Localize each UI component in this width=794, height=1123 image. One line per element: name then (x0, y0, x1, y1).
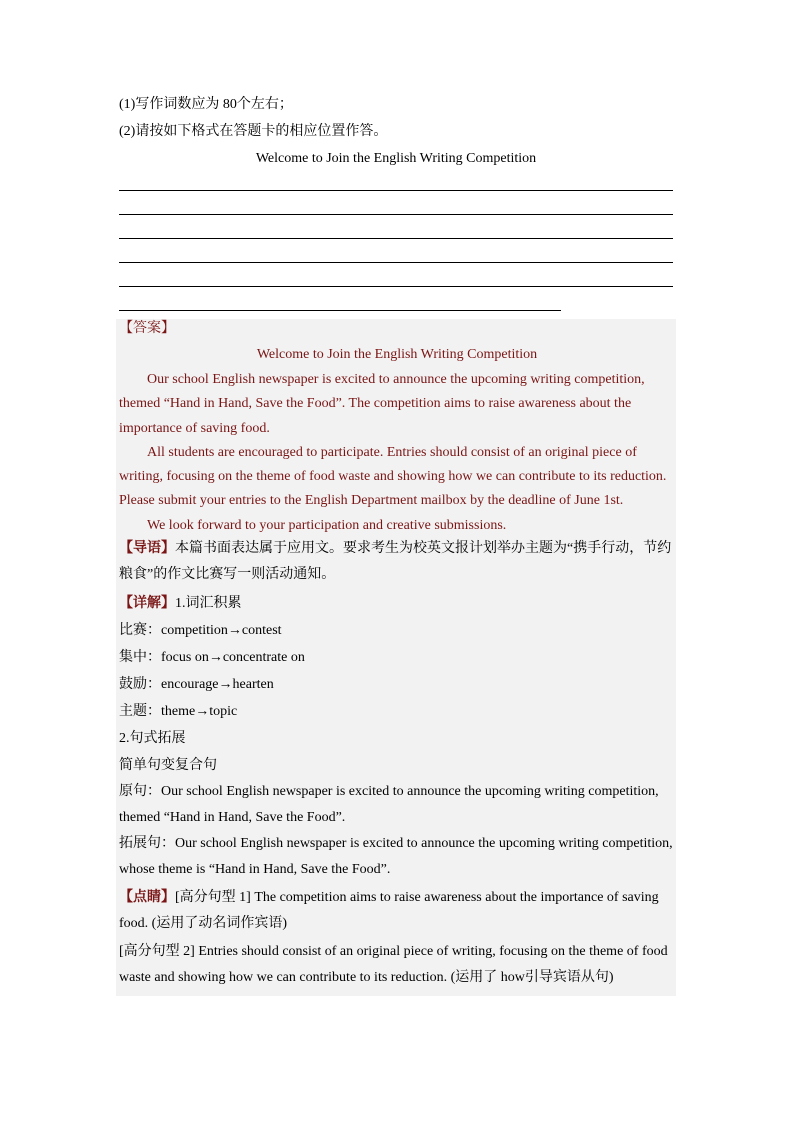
vocab-item (119, 617, 675, 644)
expanded-sentence (119, 831, 675, 883)
vocab-item (119, 671, 675, 698)
answer-line-5 (119, 286, 673, 287)
vocab-cn: 集中： (119, 650, 161, 665)
answer-paragraph: Our school English newspaper is excited to announce the upcoming writing competition, themed “Hand in Hand, Save the Food”. The competition aims to raise awareness about the importance of saving food. (119, 372, 645, 436)
detail-section (119, 590, 675, 883)
vocab-en: theme→topic (161, 704, 238, 719)
answer-paragraph: All students are encouraged to participate. Entries should consist of an original piece of writing, focusing on the theme of food waste and showing how we can contribute to its reduction. Please submit your entries to the English Department mailbox by the deadline of June 1st. (119, 444, 667, 509)
requirement-format: (2)请按如下格式在答题卡的相应位置作答。 (119, 124, 388, 139)
guide-text: 本篇书面表达属于应用文。要求考生为校英文报计划举办主题为“携手行动，节约粮食”的作文比赛写一则活动通知。 (119, 541, 672, 582)
original-label: 原句： (119, 784, 161, 799)
detail-section2: 2.句式拓展 (119, 731, 186, 746)
vocab-en: competition→contest (161, 623, 282, 638)
expanded-text: Our school English newspaper is excited to announce the upcoming writing competition, whose theme is “Hand in Hand, Save the Food”. (119, 836, 673, 877)
detail-subhead: 简单句变复合句 (119, 758, 217, 773)
guide-paragraph (119, 536, 675, 588)
vocab-cn: 主题： (119, 704, 161, 719)
vocab-en: focus on→concentrate on (161, 650, 305, 665)
answer-line-2 (119, 214, 673, 215)
guide-section (119, 536, 675, 588)
original-sentence (119, 779, 675, 831)
highlight-item-2 (119, 939, 675, 991)
writing-heading: Welcome to Join the English Writing Competition (255, 151, 537, 166)
vocab-cn: 比赛： (119, 623, 161, 638)
answer-line-3 (119, 238, 673, 239)
detail-heading (119, 590, 675, 617)
answer-line-1 (119, 190, 673, 191)
guide-label: 【导语】 (119, 541, 175, 556)
expanded-label: 拓展句： (119, 836, 175, 851)
answer-title: Welcome to Join the English Writing Competition (256, 347, 538, 362)
highlight-text-2: [高分句型 2] Entries should consist of an original piece of writing, focusing on the theme of food waste and showing how we can contribute to its reduction. (运用了 how引导宾语从句) (119, 944, 668, 985)
detail-section1: 1.词汇积累 (175, 596, 242, 611)
answer-body (119, 368, 675, 538)
answer-line-4 (119, 262, 673, 263)
vocab-item (119, 698, 675, 725)
vocab-cn: 鼓励： (119, 677, 161, 692)
answer-paragraph: We look forward to your participation and creative submissions. (147, 517, 507, 533)
vocab-en: encourage→hearten (161, 677, 274, 692)
highlight-item-1 (119, 885, 675, 937)
highlight-text-1: [高分句型 1] The competition aims to raise awareness about the importance of saving food. (运用了动名词作宾语) (119, 890, 659, 931)
original-text: Our school English newspaper is excited to announce the upcoming writing competition, themed “Hand in Hand, Save the Food”. (119, 784, 659, 825)
highlight-section (119, 885, 675, 991)
answer-line-6 (119, 310, 561, 311)
requirement-word-count: (1)写作词数应为 80个左右； (119, 97, 293, 112)
answer-label: 【答案】 (119, 321, 175, 336)
detail-label: 【详解】 (119, 596, 175, 611)
highlight-label: 【点睛】 (119, 890, 175, 905)
vocab-item (119, 644, 675, 671)
